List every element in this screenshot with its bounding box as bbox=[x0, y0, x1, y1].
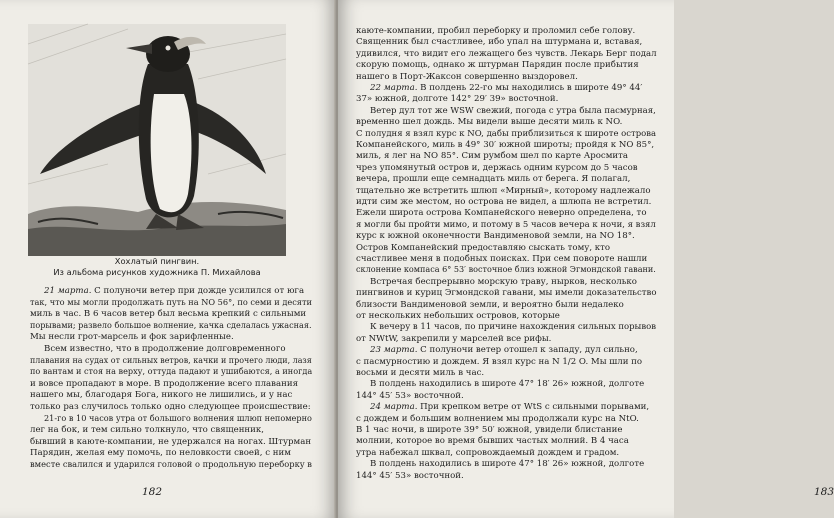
left-page-line: Мы несли грот-марсель и фок зарифленные. bbox=[30, 332, 234, 343]
entry-date: 21 марта. bbox=[44, 286, 92, 296]
right-page-line: чрез упомянутый остров и, держась одним курсом до 5 часов bbox=[356, 162, 638, 173]
entry-date: 22 марта. bbox=[370, 83, 418, 93]
entry-date: 24 марта. bbox=[370, 402, 418, 413]
right-page-line: временно шел дождь. Мы видели выше десяти миль к NO. bbox=[356, 117, 623, 128]
right-page-line: удивился, что видит его лежащего без чувств. Лекарь Берг подал bbox=[356, 48, 657, 59]
right-page-line: Встречая беспрерывно морскую траву, нырков, несколько bbox=[370, 276, 637, 287]
left-page-line: порывами; развело большое волнение, качка сделалась ужасная. bbox=[30, 320, 312, 331]
left-page-line: лег на бок, и тем сильно толкнуло, что священник, bbox=[30, 425, 264, 436]
page-number-right: 183 bbox=[814, 486, 834, 498]
right-page bbox=[338, 0, 834, 518]
right-page-line: Священник был счастливее, ибо упал на штурмана и, вставая, bbox=[356, 37, 643, 48]
left-page-line: и вовсе пропадают в море. В продолжение всего плавания bbox=[30, 378, 298, 389]
left-page-line: так, что мы могли продолжать путь на NO 56°, по семи и десяти bbox=[30, 297, 312, 308]
left-page-line: только раз случилось только одно следующее происшествие: bbox=[30, 402, 311, 412]
right-page-line: С полудня я взял курс к NO, дабы приблизиться к широте острова bbox=[356, 128, 657, 139]
figure-caption-line-1: Хохлатый пингвин. bbox=[114, 256, 200, 266]
left-page-line: миль в час. В 6 часов ветер был весьма крепкий с сильными bbox=[30, 309, 307, 320]
right-page-line: с дождем и большим волнением мы продолжали курс на NtO. bbox=[356, 413, 639, 424]
right-page-line: 37» южной, долготе 142° 29′ 39» восточной. bbox=[356, 94, 559, 105]
right-page-line: Ветер дул тот же WSW свежий, погода с утра была пасмурная, bbox=[370, 105, 656, 116]
right-page-line: пингвинов и куриц Эгмондской гавани, мы имели доказательство bbox=[356, 288, 657, 299]
right-page-line: от нескольких небольших островов, которые bbox=[356, 311, 560, 321]
right-page-line: от NWtW, закрепили у марселей все рифы. bbox=[356, 333, 552, 344]
entry-date: 23 марта. bbox=[370, 345, 418, 356]
right-page-line: с пасмурностию и дождем. Я взял курс на N 1/2 O. Мы шли по bbox=[356, 356, 643, 367]
right-page-line: В 1 час ночи, в широте 39° 50′ южной, увидели блистание bbox=[356, 425, 623, 435]
right-page-line: 144° 45′ 53» восточной. bbox=[356, 390, 464, 401]
right-page-line: 23 марта. С полуночи ветер отошел к западу, дул сильно, bbox=[370, 345, 638, 356]
left-page-line: Всем известно, что в продолжение долговременного bbox=[44, 344, 286, 354]
left-page-line: 21-го в 10 часов утра от большого волнения шлюп непомерно bbox=[44, 413, 312, 424]
right-page-line: 144° 45′ 53» восточной. bbox=[356, 470, 464, 481]
right-page-line: склонение компаса 6° 53′ восточное близ южной Эгмондской гавани. bbox=[356, 265, 656, 276]
left-page-line: нашего мы, благодаря Бога, никого не лишились, и у нас bbox=[30, 390, 293, 401]
right-page-line: я могли бы пройти мимо, и потому в 5 часов вечера к ночи, я взял bbox=[356, 219, 656, 230]
right-page-line: миль, я лег на NO 85°. Сим румбом шел по карте Аросмита bbox=[356, 151, 628, 162]
right-page-line: вечера, прошли еще семнадцать миль от берега. Я полагал, bbox=[356, 174, 631, 185]
left-page bbox=[0, 0, 336, 518]
right-page-line: К вечеру в 11 часов, по причине нахождения сильных порывов bbox=[370, 322, 657, 333]
left-page-line: плавания на судах от сильных ветров, качки и прочего люди, лазя bbox=[30, 355, 312, 366]
right-page-line: 24 марта. При крепком ветре от WtS с сильными порывами, bbox=[370, 402, 650, 413]
page-number-left: 182 bbox=[142, 486, 163, 498]
penguin-drawing bbox=[28, 24, 286, 256]
figure-caption-line-2: Из альбома рисунков художника П. Михайлова bbox=[53, 267, 261, 277]
right-page-line: восьми и десяти миль в час. bbox=[356, 368, 485, 378]
left-page-line: по вантам и стоя на верху, оттуда падают и ушибаются, а иногда bbox=[30, 367, 313, 378]
right-page-line: тщательно же встретить шлюп «Мирный», которому надлежало bbox=[356, 185, 651, 196]
right-page-line: идти сим же местом, но острова не видел, а шлюпа не встретил. bbox=[356, 197, 652, 207]
right-page-line: Компанейского, миль в 49° 30′ южной широты; пройдя к NO 85°, bbox=[356, 140, 655, 150]
left-page-line: вместе свалился и ударился головой о продольную переборку в bbox=[30, 460, 312, 470]
right-page-line: близости Вандименовой земли, и вероятно были недалеко bbox=[356, 299, 624, 310]
right-page-line: 22 марта. В полдень 22-го мы находились в широте 49° 44′ bbox=[370, 83, 643, 93]
left-page-line: Парядин, желая ему помочь, по неловкости своей, с ним bbox=[30, 448, 291, 459]
right-page-line: Ежели широта острова Компанейского неверно определена, то bbox=[356, 208, 647, 219]
penguin-illustration bbox=[28, 24, 286, 256]
right-page-line: курс к южной оконечности Вандименовой земли, на NO 18°. bbox=[356, 231, 635, 242]
right-page-line: счастливее меня в подобных поисках. При сем повороте нашли bbox=[356, 254, 648, 264]
right-page-line: каюте-компании, пробил переборку и проломил себе голову. bbox=[356, 26, 636, 36]
right-page-line: утра набежал шквал, сопровождаемый дождем и градом. bbox=[356, 447, 620, 458]
right-page-line: скорую помощь, однако ж штурман Парядин после прибытия bbox=[356, 60, 639, 71]
left-page-line: бывший в каюте-компании, не удержался на ногах. Штурман bbox=[30, 436, 312, 447]
left-page-line: 21 марта. С полуночи ветер при дожде усилился от юга bbox=[44, 286, 305, 296]
right-page-line: В полдень находились в широте 47° 18′ 26» южной, долготе bbox=[370, 459, 645, 470]
right-page-line: В полдень находились в широте 47° 18′ 26» южной, долготе bbox=[370, 379, 645, 390]
right-page-line: Остров Компанейский предоставляю сыскать тому, кто bbox=[356, 242, 611, 253]
right-page-line: нашего в Порт-Жаксон совершенно выздоровел. bbox=[356, 71, 578, 82]
right-page-line: молнии, которое во время бывших частых молний. В 4 часа bbox=[356, 436, 629, 447]
